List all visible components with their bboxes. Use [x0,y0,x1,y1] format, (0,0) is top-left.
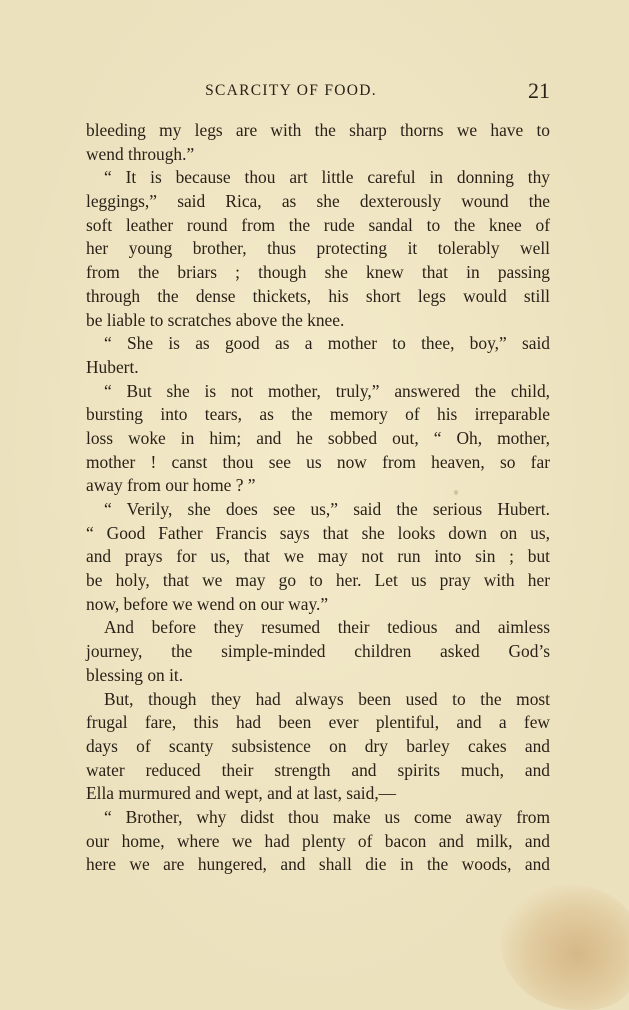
text-line: mother ! canst thou see us now from heaven, so far [86,451,550,472]
text-line: and prays for us, that we may not run into sin ; but [86,546,550,567]
text-line: Ella murmured and wept, and at last, said,— [86,783,397,804]
text-line: “ But she is not mother, truly,” answered the child, [104,380,550,401]
text-line: leggings,” said Rica, as she dexterously wound the [86,191,550,212]
running-title: SCARCITY OF FOOD. [205,82,377,99]
text-line: from the briars ; though she knew that in passing [86,262,550,283]
text-line: “ Verily, she does see us,” said the serious Hubert. [104,499,550,519]
text-line: “ It is because thou art little careful in donning thy [104,167,550,188]
text-line: soft leather round from the rude sandal to the knee of [86,214,550,235]
text-line: be holy, that we may go to her. Let us pray with her [86,570,550,591]
text-line: her young brother, thus protecting it tolerably well [86,238,550,259]
text-line: through the dense thickets, his short legs would still [86,285,550,306]
text-line: bursting into tears, as the memory of his irreparable [86,404,550,425]
text-line: now, before we wend on our way.” [86,593,329,614]
text-line: days of scanty subsistence on dry barley cakes and [86,735,550,756]
text-line: “ She is as good as a mother to thee, boy,” said [104,333,550,354]
text-line: “ Brother, why didst thou make us come away from [104,806,550,827]
text-line: bleeding my legs are with the sharp thorns we have to [86,120,550,140]
text-line: “ Good Father Francis says that she looks down on us, [86,522,550,543]
text-line: And before they resumed their tedious and aimless [104,617,550,638]
text-line: Hubert. [86,356,139,377]
text-line: frugal fare, this had been ever plentiful, and a few [86,712,550,733]
page-number: 21 [528,78,550,103]
text-line: wend through.” [86,143,195,164]
text-line: here we are hungered, and shall die in the woods, and [86,854,550,875]
text-line: journey, the simple-minded children asked God’s [86,641,550,662]
text-line: But, though they had always been used to the most [104,688,550,709]
text-line: be liable to scratches above the knee. [86,309,345,330]
text-line: our home, where we had plenty of bacon and milk, and [86,830,550,851]
water-stain [500,885,629,1010]
text-line: water reduced their strength and spirits much, and [86,759,550,780]
text-line: away from our home ? ” [86,475,256,496]
text-line: blessing on it. [86,664,184,685]
page-header [86,80,550,106]
body-text [86,119,550,877]
text-line: loss woke in him; and he sobbed out, “ Oh, mother, [86,427,550,448]
